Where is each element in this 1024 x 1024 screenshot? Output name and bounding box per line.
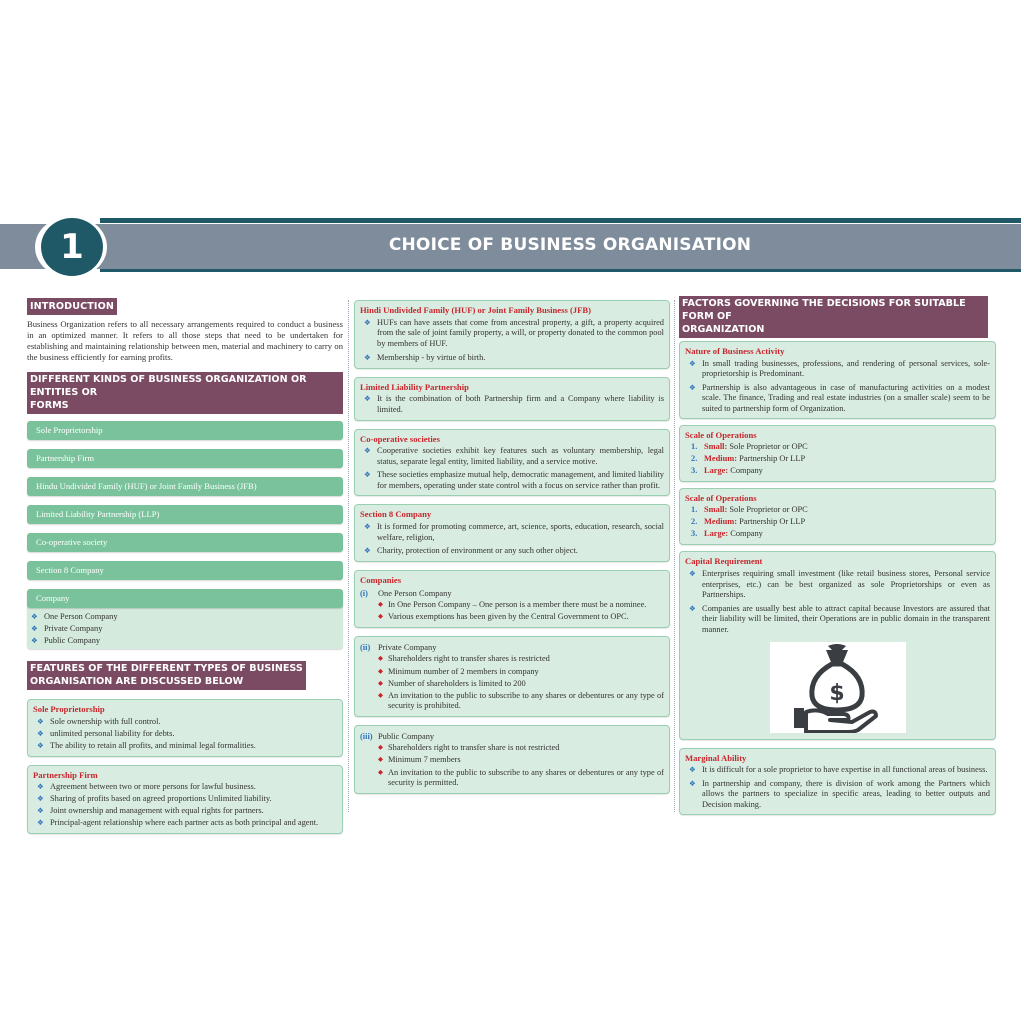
box-title: Co-operative societies — [360, 433, 440, 444]
list-item: ❖ Cooperative societies exhibit key features such as voluntary membership, legal status, separate legal entity, limited liability, and a service motive. — [364, 446, 664, 466]
list-item: 1. Small: Sole Proprietor or OPC — [691, 442, 808, 452]
diamond-bullet-icon: ❖ — [689, 568, 696, 578]
diamond-bullet-icon: ❖ — [37, 716, 44, 726]
list-item: ❖ Sole ownership with full control. — [37, 716, 161, 726]
list-item: ❖ HUFs can have assets that come from ancestral property, a gift, a property acquired from the sale of joint family property, a will, or property donated to the common pool by members of HUF. — [364, 317, 664, 348]
list-item: ❖ Agreement between two or more persons for lawful business. — [37, 782, 256, 792]
opc-subheading: (i) One Person Company — [360, 588, 452, 598]
public-company-box — [354, 725, 670, 794]
list-item: ❖ The ability to retain all profits, and minimal legal formalities. — [37, 740, 256, 750]
diamond-bullet-icon: ❖ — [689, 358, 696, 368]
list-item: 3. Large: Company — [691, 466, 763, 476]
scale-box — [679, 488, 996, 545]
kind-item: Sole Proprietorship — [27, 421, 343, 440]
list-item: ❖ Companies are usually best able to attract capital because Investors are assured that their liability will be limited, their Operations are in public domain in the transparent manner. — [689, 603, 990, 634]
kind-item: Co-operative society — [27, 533, 343, 552]
list-item: ❖ Charity, protection of environment or any such other object. — [364, 546, 578, 556]
diamond-bullet-icon: ❖ — [31, 623, 38, 633]
private-subheading: (ii) Private Company — [360, 642, 437, 652]
list-item: ◆ Shareholders right to transfer share is not restricted — [378, 743, 560, 753]
company-kinds-group — [27, 589, 343, 649]
list-item: ❖ Partnership is also advantageous in case of manufacturing activities on a modest scale. The finance, Trading and real estate industries (on a smaller scale) seem to be suited to partnership form of Organization. — [689, 382, 990, 413]
box-title: Hindi Undivided Family (HUF) or Joint Family Business (JFB) — [360, 305, 591, 315]
llp-box — [354, 377, 670, 421]
diamond-bullet-icon: ❖ — [689, 603, 696, 613]
list-item: ❖ Sharing of profits based on agreed proportions Unlimited liability. — [37, 794, 272, 804]
section8-box — [354, 504, 670, 561]
diamond-bullet-icon: ❖ — [37, 782, 44, 792]
kind-item: Hindu Undivided Family (HUF) or Joint Family Business (JFB) — [27, 477, 343, 496]
list-item: ❖ Membership - by virtue of birth. — [364, 353, 486, 363]
banner-bottom-rule — [100, 269, 1021, 272]
private-company-box — [354, 636, 670, 717]
introduction-text: Business Organization refers to all necessary arrangements required to conduct a business in an optimized manner. It refers to all those steps that need to be undertaken for establishing and maintaining relationship between men, material and machinery to carry on the business efficiently for earning profits. — [27, 319, 343, 362]
diamond-bullet-icon: ❖ — [37, 806, 44, 816]
list-item: ◆ An invitation to the public to subscribe to any shares or debentures or any type of security is prohibited. — [378, 690, 664, 711]
kind-item: Partnership Firm — [27, 449, 343, 468]
list-item: ◆ Minimum 7 members — [378, 755, 461, 765]
diamond-bullet-icon: ◆ — [378, 613, 383, 621]
list-item: ❖ Principal-agent relationship where each partner acts as both principal and agent. — [37, 818, 319, 828]
diamond-bullet-icon: ❖ — [689, 778, 696, 788]
box-title: Limited Liability Partnership — [360, 381, 469, 392]
diamond-bullet-icon: ❖ — [364, 446, 371, 456]
column-divider — [348, 300, 349, 812]
page-title: CHOICE OF BUSINESS ORGANISATION — [388, 235, 752, 255]
cooperative-box — [354, 429, 670, 497]
diamond-bullet-icon: ❖ — [364, 317, 371, 327]
list-item: ❖ In small trading businesses, professions, and rendering of personal services, sole-proprietorship is Predominant. — [689, 358, 990, 379]
diamond-bullet-icon: ❖ — [31, 611, 38, 621]
kind-item: Section 8 Company — [27, 561, 343, 580]
list-item: ❖ Public Company — [31, 635, 101, 645]
features-heading: FEATURES OF THE DIFFERENT TYPES OF BUSINESS ORGANISATION ARE DISCUSSED BELOW — [27, 661, 306, 690]
list-item: ❖ In partnership and company, there is division of work among the Partners which allows the partners to specialize in specific areas, leading to better outputs and Decision making. — [689, 778, 990, 809]
diamond-bullet-icon: ❖ — [364, 394, 371, 404]
list-item: ❖ unlimited personal liability for debts. — [37, 728, 175, 738]
list-item: ❖ These societies emphasize mutual help, democratic management, and limited liability for members, operating under state control with a focus on service rather than profit. — [364, 470, 664, 490]
list-item: ◆ In One Person Company – One person is a member there must be a nominee. — [378, 600, 647, 610]
diamond-bullet-icon: ◆ — [378, 601, 383, 609]
kind-item-company: Company — [27, 589, 343, 608]
list-item: 1. Small: Sole Proprietor or OPC — [691, 505, 808, 515]
kinds-heading-line2: FORMS — [30, 400, 69, 411]
diamond-bullet-icon: ❖ — [689, 382, 696, 392]
column-divider — [674, 300, 675, 812]
diamond-bullet-icon: ❖ — [689, 765, 696, 775]
diamond-bullet-icon: ◆ — [378, 691, 383, 699]
column-right — [679, 296, 996, 815]
box-title: Nature of Business Activity — [685, 346, 785, 356]
list-item: ❖ Private Company — [31, 623, 103, 633]
box-title: Capital Requirement — [685, 556, 763, 567]
chapter-number: 1 — [41, 218, 103, 276]
list-item: ❖ It is formed for promoting commerce, art, science, sports, education, research, social welfare, religion, — [364, 521, 664, 542]
kind-item: Limited Liability Partnership (LLP) — [27, 505, 343, 524]
diamond-bullet-icon: ❖ — [364, 353, 371, 363]
kinds-heading-line1: DIFFERENT KINDS OF BUSINESS ORGANIZATION OR ENTITIES OR — [30, 374, 307, 398]
list-item: ◆ Minimum number of 2 members in company — [378, 666, 539, 676]
diamond-bullet-icon: ◆ — [378, 679, 383, 687]
sole-proprietorship-box — [27, 699, 343, 756]
marginal-ability-box — [679, 748, 996, 816]
banner-top-rule — [100, 218, 1021, 223]
box-title: Scale of Operations — [685, 493, 757, 504]
kinds-heading — [27, 372, 343, 414]
huf-box — [354, 300, 670, 369]
list-item: ◆ Number of shareholders is limited to 200 — [378, 678, 526, 688]
capital-box — [679, 551, 996, 739]
list-item: 2. Medium: Partnership Or LLP — [691, 517, 806, 527]
box-title: Sole Proprietorship — [33, 704, 105, 715]
title-banner — [0, 216, 1024, 276]
list-item: ❖ It is the combination of both Partnership firm and a Company where liability is limited. — [364, 394, 664, 414]
diamond-bullet-icon: ❖ — [364, 470, 371, 480]
introduction-heading: INTRODUCTION — [27, 298, 117, 315]
factors-heading: FACTORS GOVERNING THE DECISIONS FOR SUITABLE FORM OF ORGANIZATION — [679, 296, 988, 338]
diamond-bullet-icon: ❖ — [37, 818, 44, 828]
diamond-bullet-icon: ◆ — [378, 744, 383, 752]
list-item: ❖ One Person Company — [31, 611, 118, 621]
list-item: 2. Medium: Partnership Or LLP — [691, 454, 806, 464]
companies-box — [354, 570, 670, 628]
nature-box — [679, 341, 996, 419]
box-title: Partnership Firm — [33, 769, 98, 780]
column-middle — [354, 296, 670, 794]
diamond-bullet-icon: ❖ — [31, 635, 38, 645]
diamond-bullet-icon: ❖ — [364, 521, 371, 531]
diamond-bullet-icon: ◆ — [378, 756, 383, 764]
diamond-bullet-icon: ❖ — [37, 728, 44, 738]
list-item: ❖ Enterprises requiring small investment (like retail business stores, Personal service enterprises, etc.) can be best organized as sole Proprietorships or even as Partnerships. — [689, 568, 990, 600]
partnership-firm-box — [27, 765, 343, 834]
diamond-bullet-icon: ❖ — [37, 794, 44, 804]
list-item: ❖ Joint ownership and management with equal rights for partners. — [37, 806, 264, 816]
diamond-bullet-icon: ❖ — [37, 740, 44, 750]
list-item: ◆ Various exemptions has been given by the Central Government to OPC. — [378, 612, 629, 622]
list-item: ◆ An invitation to the public to subscribe to any shares or debentures or any type of security is permitted. — [378, 767, 664, 788]
svg-text:$: $ — [828, 680, 845, 706]
diamond-bullet-icon: ◆ — [378, 768, 383, 776]
diamond-bullet-icon: ❖ — [364, 546, 371, 556]
list-item: ❖ It is difficult for a sole proprietor to have expertise in all functional areas of business. — [689, 765, 988, 775]
money-bag-hand-icon — [770, 642, 906, 733]
money-bag-svg — [770, 642, 906, 733]
public-subheading: (iii) Public Company — [360, 731, 435, 741]
box-title: Section 8 Company — [360, 509, 432, 520]
box-title: Marginal Ability — [685, 752, 747, 763]
list-item: 3. Large: Company — [691, 529, 763, 539]
column-left — [27, 296, 343, 834]
scale-box — [679, 425, 996, 482]
box-title: Companies — [360, 574, 402, 585]
box-title: Scale of Operations — [685, 430, 757, 441]
list-item: ◆ Shareholders right to transfer shares is restricted — [378, 654, 550, 664]
diamond-bullet-icon: ◆ — [378, 655, 383, 663]
diamond-bullet-icon: ◆ — [378, 667, 383, 675]
